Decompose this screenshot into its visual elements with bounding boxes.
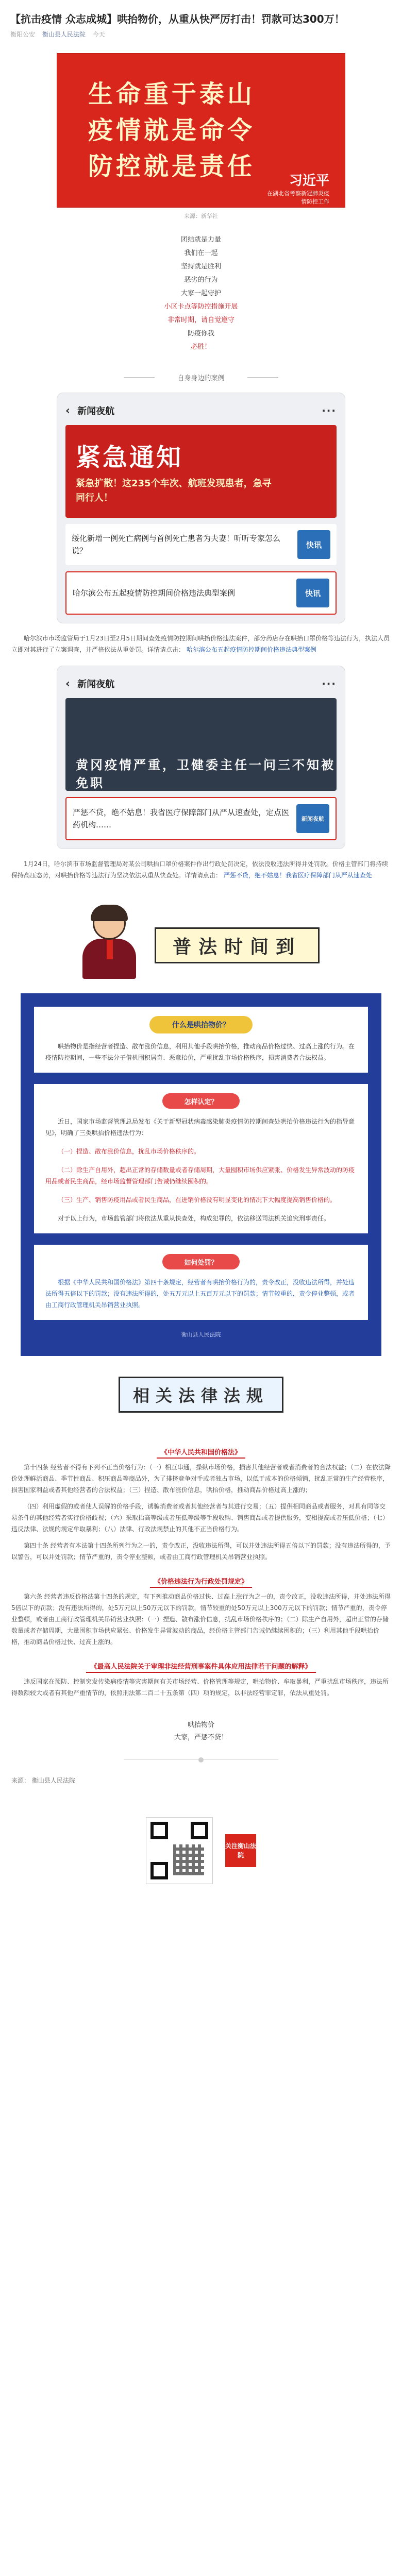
law-paragraph: 违反国家在预防、控制突发传染病疫情等灾害期间有关市场经营、价格管理等规定，哄抬物价、牟取暴利，严重扰乱市场秩序，违法所得数额较大或者有其他严重情节的，依照刑法第二百二十五条第（四）项的规定，以非法经营罪定罪，依法从重处罚。 (11, 1678, 389, 1697)
law-heading: 《价格违法行为行政处罚规定》 (0, 1576, 402, 1586)
banner-logo-small: 在湖北省考察新冠肺炎疫情防控工作 (267, 190, 329, 205)
article-link[interactable]: 哈尔滨公布五起疫情防控期间价格违法典型案例 (186, 646, 316, 653)
body-paragraph (0, 633, 402, 655)
info-section-title: 什么是哄抬物价？ (149, 1016, 253, 1033)
banner-caption: 来源：新华社 (184, 213, 218, 219)
panel-footer: 衡山县人民法院 (181, 1331, 221, 1338)
meta-date: 今天 (92, 31, 105, 38)
info-section-text: 根据《中华人民共和国价格法》第四十条规定，经营者有哄抬价格行为的，责令改正，没收违法所得，并处违法所得五倍以下的罚款；没有违法所得的，处五万元以上五百万元以下的罚款；情节较重的，责令停业整顿，或者由工商行政管理机关吊销营业执照。 (45, 1279, 355, 1309)
info-section-title: 怎样认定？ (162, 1093, 240, 1109)
more-icon[interactable]: ··· (322, 404, 337, 417)
more-icon[interactable]: ··· (322, 677, 337, 690)
news-card-header (65, 401, 337, 420)
banner-logo-big: 习近平 (289, 173, 329, 189)
article-link[interactable]: 严惩不贷，绝不姑息！我省医疗保障部门从严从速查处 (223, 872, 372, 879)
slogan-item: 小区卡点等防控措施开展 (164, 303, 238, 311)
divider (124, 1759, 278, 1765)
law-paragraph: 第四十条 经营者有本法第十四条所列行为之一的，责令改正，没收违法所得，可以并处违法所得五倍以下的罚款；没有违法所得的，予以警告，可以并处罚款；情节严重的，责令停业整顿，或者由工商行政管理机关吊销营业执照。 (11, 1542, 391, 1561)
qr-note: 关注衡山法院 (225, 1834, 256, 1867)
law-paragraph: 第六条 经营者违反价格法第十四条的规定，有下列推动商品价格过快、过高上涨行为之一的，责令改正，没收违法所得，并处违法所得5倍以下的罚款；没有违法所得的，处5万元以上50万元以下的罚款，情节较重的处50万元以上300万元以下的罚款；情节严重的，责令停业整顿，或者由工商行政管理机关吊销营业执照：（一）捏造、散布涨价信息，扰乱市场价格秩序的；（二）除生产自用外，超出正常的存储数量或者存储周期，大量囤积市场供应紧张、价格发生异常波动的商品，经价格主管部门告诫仍继续囤积的；（三）利用其他手段哄抬价格，推动商品价格过快、过高上涨的。 (11, 1593, 391, 1646)
news-image-headline: 紧急通知 (76, 443, 183, 472)
slogan-item: 大家一起守护 (180, 290, 221, 297)
info-section-punish (34, 1245, 368, 1320)
back-arrow-icon[interactable]: ‹ (65, 677, 71, 690)
news-item-thumbnail: 快讯 (297, 530, 330, 559)
info-section-what (34, 1007, 368, 1073)
news-card-2 (57, 666, 345, 849)
law-heading: 《最高人民法院关于审理非法经营刑事案件具体应用法律若干问题的解释》 (0, 1661, 402, 1671)
news-item-title: 哈尔滨公布五起疫情防控期间价格违法典型案例 (73, 588, 236, 598)
section-title: 自身身边的案例 (124, 372, 278, 382)
slogan-item: 团结就是力量 (180, 236, 221, 244)
info-panel (21, 993, 381, 1356)
info-section-text: 近日，国家市场监督管理总局发布《关于新型冠状病毒感染肺炎疫情防控期间查处哄抬价格违法行为的指导意见》，明确了三类哄抬价格违法行为： (45, 1118, 355, 1137)
news-item-thumbnail: 新闻夜航 (296, 804, 329, 833)
slogan-item: 恶劣的行为 (184, 276, 218, 284)
slogan-item: 我们在一起 (184, 249, 218, 257)
news-image[interactable] (65, 425, 337, 518)
law-title-art (67, 1377, 335, 1433)
law-title: 相关法律法规 (119, 1377, 283, 1413)
info-section-how (34, 1084, 368, 1233)
paragraph-text: 1月24日，哈尔滨市市场监督管理局对某公司哄抬口罩价格案件作出行政处罚决定，依法没收违法所得并处罚款。价格主管部门将持续保持高压态势，对哄抬价格等违法行为坚决依法从重从快查处。详情请点击： (11, 860, 388, 879)
closing-line: 哄抬物价 (187, 1721, 214, 1729)
news-list-item[interactable] (65, 524, 337, 565)
news-card-1 (57, 393, 345, 623)
news-card-title: 新闻夜航 (77, 406, 115, 417)
news-item-title: 严惩不贷，绝不姑息！我省医疗保障部门从严从速查处，定点医药机构…… (73, 808, 290, 829)
slogan-item: 坚持就是胜利 (180, 263, 221, 270)
news-list-item-highlighted[interactable] (65, 797, 337, 840)
slogan-item: 必胜！ (191, 343, 211, 351)
news-item-thumbnail: 快讯 (296, 579, 329, 607)
slogan-list (0, 233, 402, 354)
meta-source: 衡阳公安 (10, 31, 36, 38)
meta-account[interactable]: 衡山县人民法院 (42, 31, 86, 38)
news-item-title: 绥化新增一例死亡病例与首例死亡患者为夫妻！听听专家怎么说？ (72, 534, 281, 555)
source-label: 来源： (11, 1777, 30, 1784)
law-paragraph: （四）利用虚假的或者使人误解的价格手段，诱骗消费者或者其他经营者与其进行交易；（五）提供相同商品或者服务，对具有同等交易条件的其他经营者实行价格歧视；（六）采取抬高等级或者压低等级等手段收购、销售商品或者提供服务，变相提高或者压低价格；（七）违反法律、法规的规定牟取暴利；（八）法律、行政法规禁止的其他不正当价格行为。 (11, 1503, 389, 1533)
slogan-item: 非常时期，请自觉遵守 (167, 316, 234, 324)
source-value: 衡山县人民法院 (31, 1777, 75, 1784)
cartoon-judge-icon (77, 907, 139, 979)
info-section-text: （二）除生产自用外，超出正常的存储数量或者存储周期，大量囤积市场供应紧张、价格发生异常波动的防疫用品或者民生商品，经市场监督管理部门告诫仍继续囤积的。 (45, 1166, 355, 1185)
banner-line-2: 疫情就是命令 (88, 116, 256, 145)
news-image-subline: 紧急扩散！这235个车次、航班发现患者，急寻同行人！ (76, 478, 272, 503)
qr-code-icon[interactable] (146, 1817, 213, 1884)
info-section-text: 对于以上行为，市场监管部门将依法从重从快查处，构成犯罪的，依法移送司法机关追究刑事责任。 (58, 1215, 330, 1222)
news-card-header (65, 674, 337, 693)
banner-line-1: 生命重于泰山 (88, 80, 256, 109)
law-heading: 《中华人民共和国价格法》 (0, 1447, 402, 1456)
info-section-text: 哄抬物价是指经营者捏造、散布涨价信息，利用其他手段哄抬价格，推动商品价格过快、过高上涨的行为。在疫情防控期间，一些不法分子借机囤积居奇、恶意抬价，严重扰乱市场价格秩序，损害消费者合法权益。 (45, 1043, 355, 1061)
body-paragraph (0, 858, 402, 881)
news-card-title: 新闻夜航 (77, 679, 115, 690)
qr-section (93, 1807, 309, 1894)
article-meta (0, 30, 402, 44)
banner-image (57, 53, 345, 208)
law-paragraph: 第十四条 经营者不得有下列不正当价格行为：（一）相互串通，操纵市场价格，损害其他经营者或者消费者的合法权益；（二）在依法降价处理鲜活商品、季节性商品、积压商品等商品外，为了排挤竞争对手或者独占市场，以低于成本的价格倾销，扰乱正常的生产经营秩序，损害国家利益或者其他经营者的合法权益；（三）捏造、散布涨价信息，哄抬价格，推动商品价格过高上涨的； (11, 1464, 391, 1494)
news-list-item-highlighted[interactable] (65, 571, 337, 615)
info-section-title: 如何处罚？ (162, 1254, 240, 1269)
article-title: 【抗击疫情 众志成城】哄抬物价，从重从快严厉打击！罚款可达300万！ (10, 13, 345, 25)
closing-line: 大家，严惩不贷！ (174, 1734, 228, 1741)
back-arrow-icon[interactable]: ‹ (65, 404, 71, 417)
pufa-title-art (67, 902, 335, 979)
closing-slogan (0, 1719, 402, 1744)
news-image-headline: 黄冈疫情严重，卫健委主任一问三不知被免职 (76, 758, 336, 790)
banner-logo (262, 170, 329, 205)
banner-line-3: 防控就是责任 (88, 152, 256, 181)
pufa-title: 普法时间到 (155, 927, 320, 963)
info-section-text: （一）捏造、散布涨价信息，扰乱市场价格秩序的。 (58, 1148, 200, 1155)
news-image[interactable] (65, 698, 337, 791)
info-section-text: （三）生产、销售防疫用品或者民生商品，在进销价格没有明显变化的情况下大幅度提高销售价格的。 (58, 1196, 337, 1204)
source-line (0, 1765, 402, 1786)
slogan-item: 防疫你我 (187, 330, 214, 337)
paragraph-text: 哈尔滨市市场监管局于1月23日至2月5日期间查处疫情防控期间哄抬价格违法案件，部分药店存在哄抬口罩价格等违法行为，执法人员立即对其进行了立案调查，并严格依法从重处罚。详情请点击： (11, 635, 390, 653)
